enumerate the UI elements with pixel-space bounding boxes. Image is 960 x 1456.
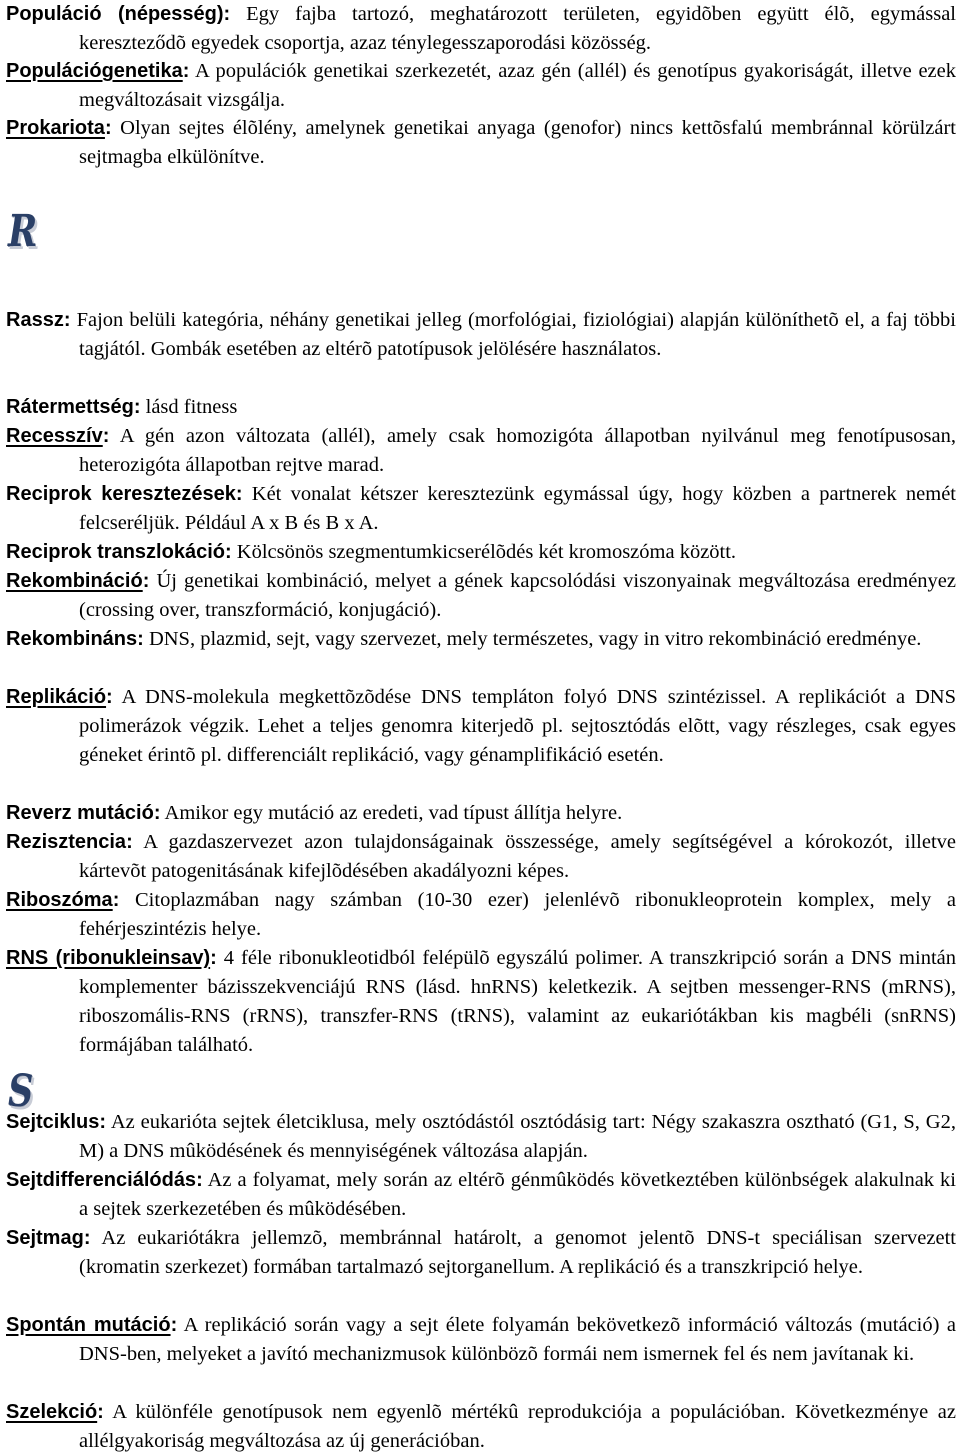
entry-definition: A különféle genotípusok nem egyenlõ mértékû reprodukciója a populációban. Következménye az allélgyakoriság megváltozása az új generációban. bbox=[79, 1401, 956, 1452]
entry-definition: Az a folyamat, mely során az eltérõ génmûködés következtében különbségek alakulnak ki a sejtek szerkezetében és mûködésében. bbox=[79, 1169, 956, 1220]
entry-definition: Új genetikai kombináció, melyet a gének kapcsolódási viszonyainak megváltozása eredményez (crossing over, transzformáció, konjugáció). bbox=[79, 570, 956, 621]
entry-term: Spontán mutáció bbox=[6, 1314, 171, 1336]
entry-term: Populáció (népesség) bbox=[6, 3, 224, 25]
glossary-entry: Rezisztencia: A gazdaszervezet azon tulajdonságainak összessége, amely segítségével a kórokozót, illetve kártevõt patogenitásának kifejlõdésében akadályozni képes. bbox=[6, 831, 956, 882]
entry-term: Sejtciklus bbox=[6, 1111, 100, 1133]
entry-definition: A replikáció során vagy a sejt élete folyamán bekövetkezõ információ változás (mutáció) a DNS-ben, melyeket a javító mechanizmusok különbözõ formái nem ismernek fel és nem javítanak ki. bbox=[79, 1314, 956, 1365]
entry-definition: Egy fajba tartozó, meghatározott területen, egyidõben együtt élõ, egymással kereszteződõ egyedek csoportja, azaz ténylegesszaporodási közösség. bbox=[79, 3, 956, 54]
glossary-entry: Prokariota: Olyan sejtes élõlény, amelynek genetikai anyaga (genofor) nincs kettõsfalú membránnal körülzárt sejtmagba elkülönítve. bbox=[6, 117, 956, 168]
entry-term: Reverz mutáció bbox=[6, 802, 154, 824]
glossary-entry: Recesszív: A gén azon változata (allél), amely csak homozigóta állapotban nyilvánul meg fenotípusosan, heterozigóta állapotban rejtve marad. bbox=[6, 425, 956, 476]
entry-definition: lásd fitness bbox=[145, 396, 238, 418]
entry-definition: Citoplazmában nagy számban (10-30 ezer) jelenlévõ ribonukleoprotein komplex, mely a fehérjeszintézis helye. bbox=[79, 889, 956, 940]
section-letter-s: S bbox=[8, 1066, 34, 1117]
entry-term: Szelekció bbox=[6, 1401, 98, 1423]
entry-term: Rekombináció bbox=[6, 570, 143, 592]
entry-term: Rezisztencia bbox=[6, 831, 127, 853]
entry-term: Reciprok keresztezések bbox=[6, 483, 236, 505]
glossary-entry: Sejtmag: Az eukariótákra jellemzõ, membránnal határolt, a genomot jelentõ DNS-t speciálisan szervezett (kromatin szerkezet) formában tartalmazó sejtorganellum. A replikáció és a transzkripció helye. bbox=[6, 1227, 956, 1278]
entry-definition: DNS, plazmid, sejt, vagy szervezet, mely természetes, vagy in vitro rekombináció eredménye. bbox=[148, 628, 922, 650]
entry-definition: Olyan sejtes élõlény, amelynek genetikai anyaga (genofor) nincs kettõsfalú membránnal körülzárt sejtmagba elkülönítve. bbox=[79, 117, 956, 168]
entry-term: Rekombináns bbox=[6, 628, 138, 650]
glossary-entry: Sejtciklus: Az eukarióta sejtek életciklusa, mely osztódástól osztódásig tart: Négy szakaszra osztható (G1, S, G2, M) a DNS mûködésének és mennyiségének változása alapján. bbox=[6, 1111, 956, 1162]
entry-definition: Két vonalat kétszer keresztezünk egymással úgy, hogy közben a partnerek nemét felcseréljük. Például A x B és B x A. bbox=[79, 483, 957, 534]
entry-term: Sejtmag bbox=[6, 1227, 84, 1249]
entry-term: Rátermettség bbox=[6, 396, 134, 418]
entry-term: Rassz bbox=[6, 309, 64, 331]
entry-term: Riboszóma bbox=[6, 889, 113, 911]
glossary-entry: Reverz mutáció: Amikor egy mutáció az eredeti, vad típust állítja helyre. bbox=[6, 802, 623, 824]
glossary-entry: Replikáció: A DNS-molekula megkettõzõdése DNS templáton folyó DNS szintézissel. A replikációt a DNS polimerázok végzik. Lehet a teljes genomra kiterjedõ pl. sejtosztódás elõtt, vagy részleges, csak egyes géneket érintõ pl. differenciált replikáció, vagy génamplifikáció esetén. bbox=[6, 686, 956, 766]
entry-definition: A gén azon változata (allél), amely csak homozigóta állapotban nyilvánul meg fenotípusosan, heterozigóta állapotban rejtve marad. bbox=[79, 425, 956, 476]
glossary-entry: Rekombináns: DNS, plazmid, sejt, vagy szervezet, mely természetes, vagy in vitro rekombináció eredménye. bbox=[6, 628, 922, 650]
entry-definition: A populációk genetikai szerkezetét, azaz gén (allél) és genotípus gyakoriságát, illetve ezek megváltozásait vizsgálja. bbox=[79, 60, 956, 111]
glossary-entry: Rekombináció: Új genetikai kombináció, melyet a gének kapcsolódási viszonyainak megváltozása eredményez (crossing over, transzformáció, konjugáció). bbox=[6, 570, 956, 621]
entry-definition: Amikor egy mutáció az eredeti, vad típust állítja helyre. bbox=[164, 802, 623, 824]
glossary-entry: Riboszóma: Citoplazmában nagy számban (10-30 ezer) jelenlévõ ribonukleoprotein komplex, mely a fehérjeszintézis helye. bbox=[6, 889, 956, 940]
entry-definition: A gazdaszervezet azon tulajdonságainak összessége, amely segítségével a kórokozót, illetve kártevõt patogenitásának kifejlõdésében akadályozni képes. bbox=[79, 831, 956, 882]
glossary-entry: Szelekció: A különféle genotípusok nem egyenlõ mértékû reprodukciója a populációban. Következménye az allélgyakoriság megváltozása az új generációban. bbox=[6, 1401, 956, 1452]
entry-term: Replikáció bbox=[6, 686, 107, 708]
entry-term: Prokariota bbox=[6, 117, 105, 139]
glossary-entry: Reciprok keresztezések: Két vonalat kétszer keresztezünk egymással úgy, hogy közben a partnerek nemét felcseréljük. Például A x B és B x A. bbox=[6, 483, 957, 534]
glossary-entry: Spontán mutáció: A replikáció során vagy a sejt élete folyamán bekövetkezõ információ változás (mutáció) a DNS-ben, melyeket a javító mechanizmusok különbözõ formái nem ismernek fel és nem javítanak ki. bbox=[6, 1314, 956, 1365]
glossary-entry: Populációgenetika: A populációk genetikai szerkezetét, azaz gén (allél) és genotípus gyakoriságát, illetve ezek megváltozásait vizsgálja. bbox=[6, 60, 956, 111]
entry-definition: Kölcsönös szegmentumkicserélõdés két kromoszóma között. bbox=[236, 541, 737, 563]
entry-term: RNS (ribonukleinsav) bbox=[6, 947, 211, 969]
entry-definition: Az eukariótákra jellemzõ, membránnal határolt, a genomot jelentõ DNS-t speciálisan szervezett (kromatin szerkezet) formában tartalmazó sejtorganellum. A replikáció és a transzkripció helye. bbox=[79, 1227, 956, 1278]
entry-term: Recesszív bbox=[6, 425, 103, 447]
section-letter-r: R bbox=[8, 206, 38, 257]
entry-term: Reciprok transzlokáció bbox=[6, 541, 225, 563]
entry-term: Populációgenetika bbox=[6, 60, 183, 82]
entry-definition: Fajon belüli kategória, néhány genetikai jelleg (morfológiai, fiziológiai) alapján különíthetõ el, a faj többi tagjától. Gombák esetében az eltérõ patotípusok jelölésére használatos. bbox=[76, 309, 956, 360]
glossary-entry: Populáció (népesség): Egy fajba tartozó, meghatározott területen, egyidõben együtt élõ, egymással kereszteződõ egyedek csoportja, azaz ténylegesszaporodási közösség. bbox=[6, 3, 956, 54]
entry-term: Sejtdifferenciálódás bbox=[6, 1169, 197, 1191]
glossary-entry: Reciprok transzlokáció: Kölcsönös szegmentumkicserélõdés két kromoszóma között. bbox=[6, 541, 737, 563]
glossary-entry: Rassz: Fajon belüli kategória, néhány genetikai jelleg (morfológiai, fiziológiai) alapján különíthetõ el, a faj többi tagjától. Gombák esetében az eltérõ patotípusok jelölésére használatos. bbox=[6, 309, 956, 360]
glossary-entry: RNS (ribonukleinsav): 4 féle ribonukleotidból felépülõ egyszálú polimer. A transzkripció során a DNS mintán komplementer bázisszekvenciájú RNS (lásd. hnRNS) keletkezik. A sejtben messenger-RNS (mRNS), riboszomális-RNS (rRNS), transzfer-RNS (tRNS), valamint az eukariótákban kis magbéli (snRNS) formájában található. bbox=[6, 947, 956, 1056]
glossary-entry: Sejtdifferenciálódás: Az a folyamat, mely során az eltérõ génmûködés következtében különbségek alakulnak ki a sejtek szerkezetében és mûködésében. bbox=[6, 1169, 956, 1220]
entry-definition: 4 féle ribonukleotidból felépülõ egyszálú polimer. A transzkripció során a DNS mintán komplementer bázisszekvenciájú RNS (lásd. hnRNS) keletkezik. A sejtben messenger-RNS (mRNS), riboszomális-RNS (rRNS), transzfer-RNS (tRNS), valamint az eukariótákban kis magbéli (snRNS) formájában található. bbox=[79, 947, 956, 1056]
entry-definition: Az eukarióta sejtek életciklusa, mely osztódástól osztódásig tart: Négy szakaszra osztható (G1, S, G2, M) a DNS mûködésének és mennyiségének változása alapján. bbox=[79, 1111, 956, 1162]
glossary-entry: Rátermettség: lásd fitness bbox=[6, 396, 238, 418]
entry-definition: A DNS-molekula megkettõzõdése DNS templáton folyó DNS szintézissel. A replikációt a DNS polimerázok végzik. Lehet a teljes genomra kiterjedõ pl. sejtosztódás elõtt, vagy részleges, csak egyes géneket érintõ pl. differenciált replikáció, vagy génamplifikáció esetén. bbox=[79, 686, 956, 766]
